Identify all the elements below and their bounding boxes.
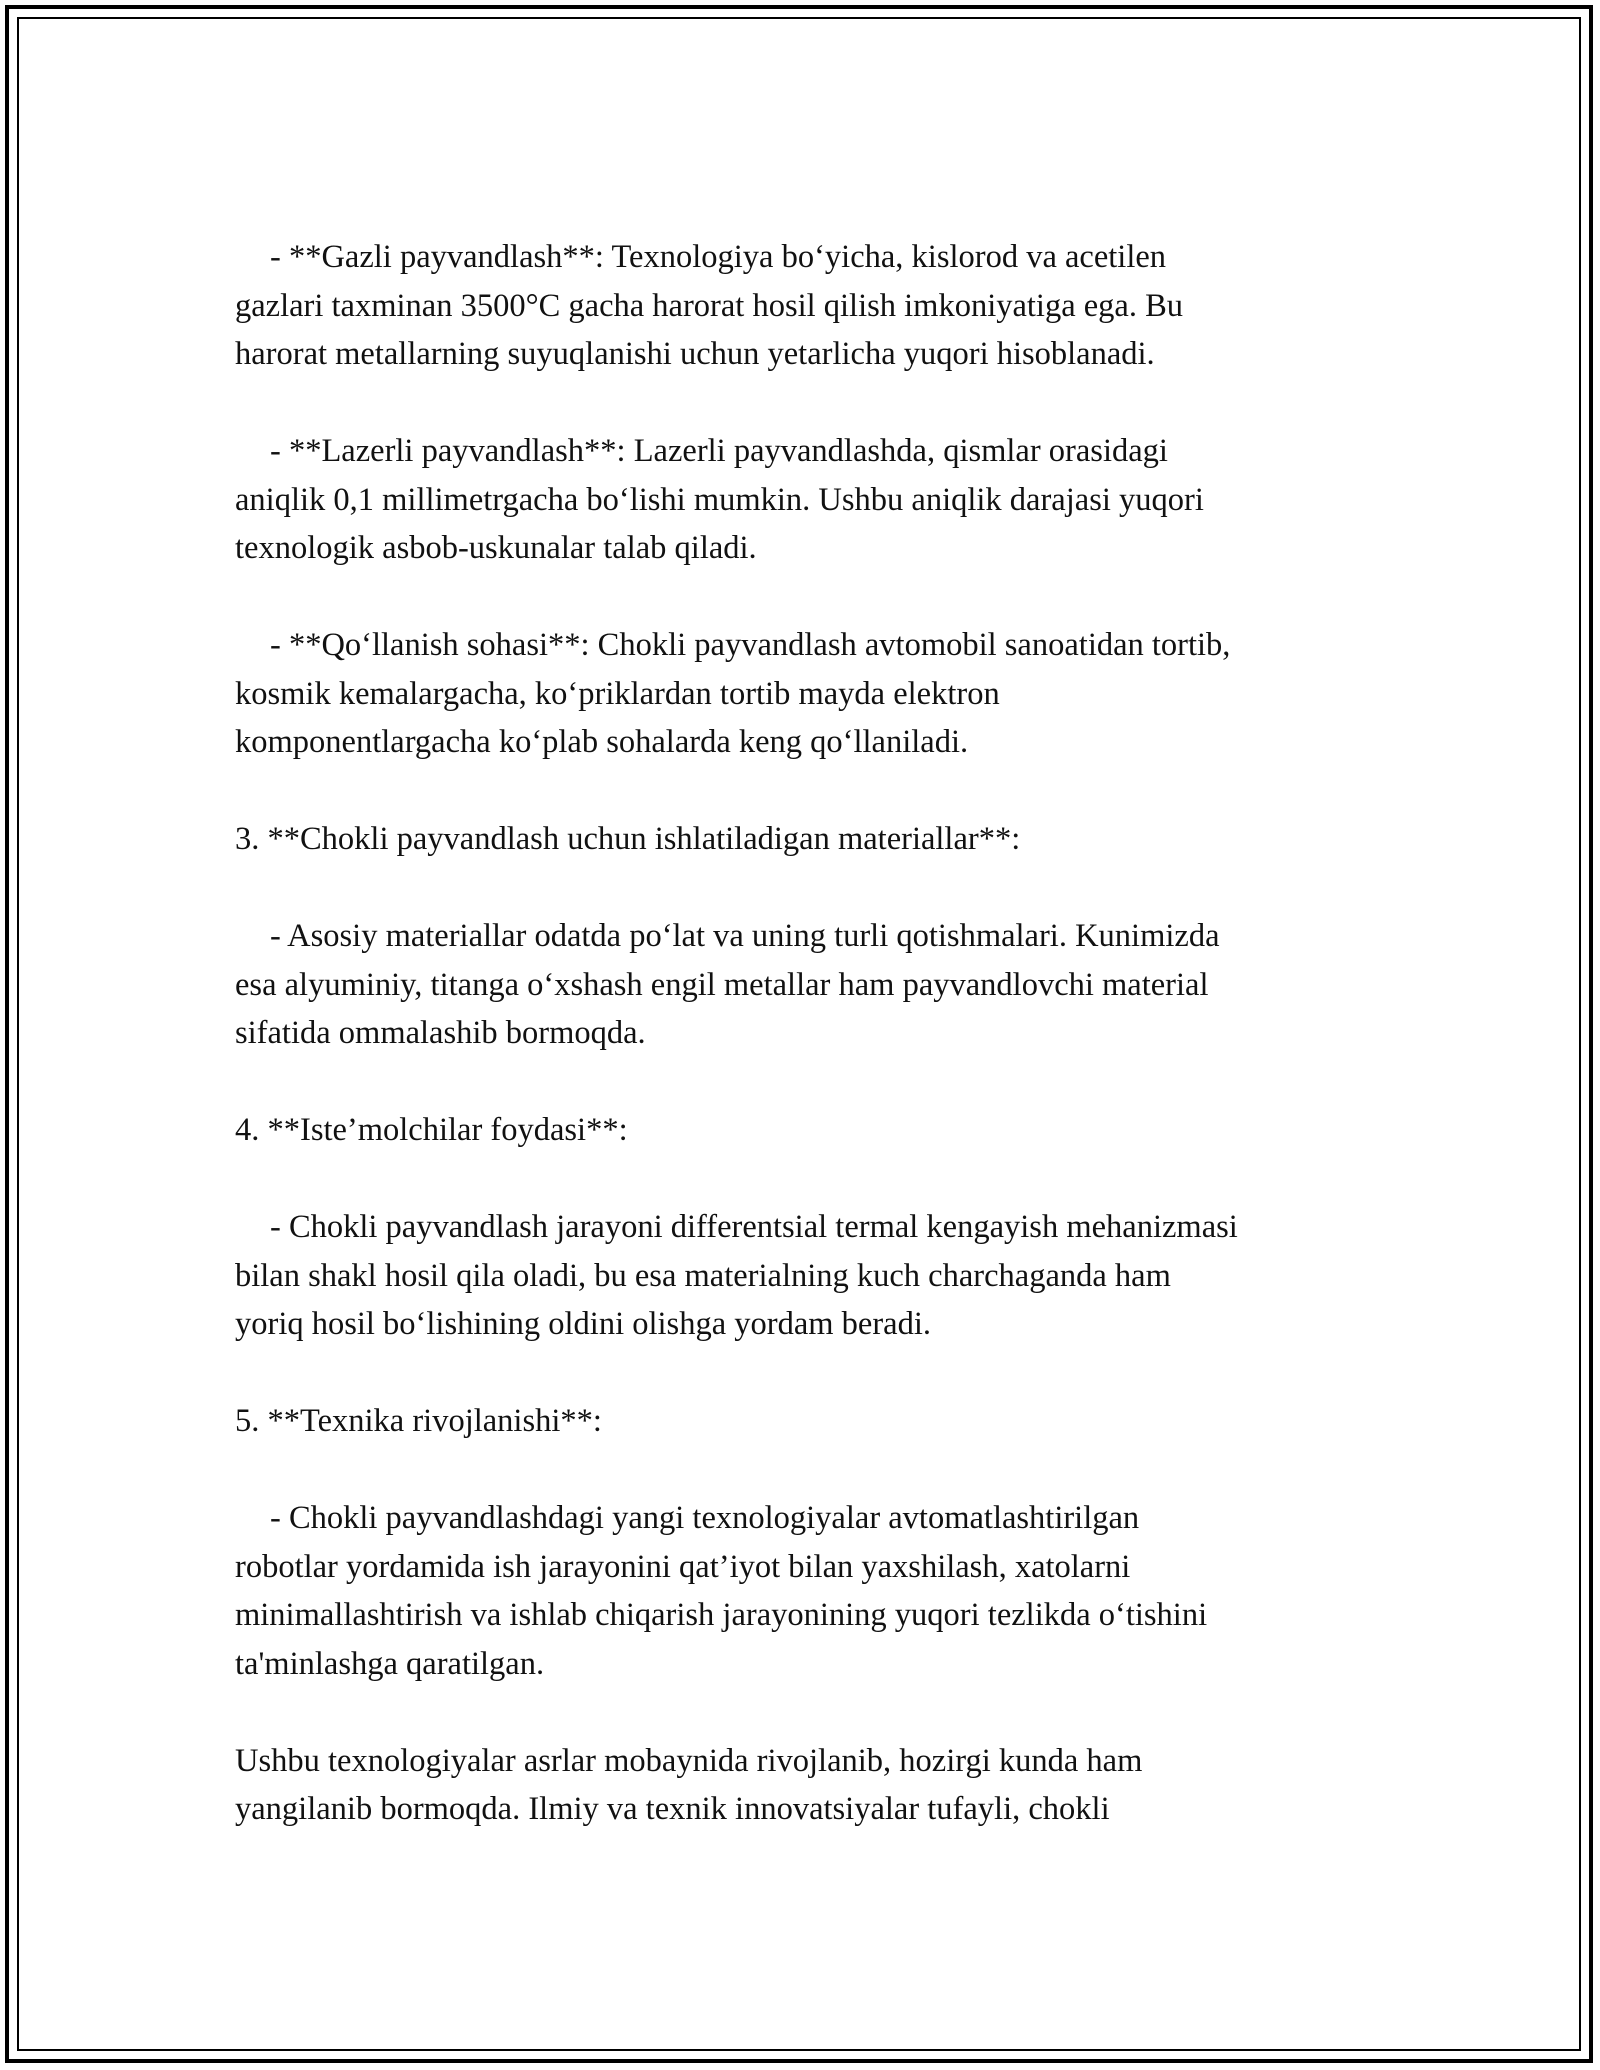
- bullet-paragraph: [235, 427, 1385, 573]
- bullet-paragraph: [235, 912, 1385, 1058]
- text-line: yoriq hosil bo‘lishining oldini olishga yordam beradi.: [235, 1306, 931, 1342]
- text-line: texnologik asbob-uskunalar talab qiladi.: [235, 530, 757, 566]
- text-line: bilan shakl hosil qila oladi, bu esa materialning kuch charchaganda ham: [235, 1257, 1171, 1294]
- text-paragraph: [235, 815, 1385, 864]
- text-line: yangilanib bormoqda. Ilmiy va texnik innovatsiyalar tufayli, chokli: [235, 1791, 1110, 1827]
- text-line: Ushbu texnologiyalar asrlar mobaynida rivojlanib, hozirgi kunda ham: [235, 1742, 1143, 1779]
- text-line: - Chokli payvandlashdagi yangi texnologiyalar avtomatlashtirilgan: [270, 1500, 1140, 1536]
- text-line: - Asosiy materiallar odatda po‘lat va uning turli qotishmalari. Kunimizda: [270, 918, 1220, 954]
- text-line: 4. **Iste’molchilar foydasi**:: [235, 1112, 628, 1148]
- bullet-paragraph: [235, 1494, 1385, 1688]
- text-line: - Chokli payvandlash jarayoni differentsial termal kengayish mehanizmasi: [270, 1209, 1238, 1245]
- document-body: [235, 233, 1385, 1834]
- bullet-paragraph: [235, 233, 1385, 379]
- text-line: robotlar yordamida ish jarayonini qat’iyot bilan yaxshilash, xatolarni: [235, 1548, 1131, 1585]
- text-line: - **Qo‘llanish sohasi**: Chokli payvandlash avtomobil sanoatidan tortib,: [270, 627, 1231, 663]
- text-line: - **Lazerli payvandlash**: Lazerli payvandlashda, qismlar orasidagi: [270, 433, 1168, 469]
- bullet-paragraph: [235, 621, 1385, 767]
- text-line: 5. **Texnika rivojlanishi**:: [235, 1403, 602, 1439]
- text-line: ta'minlashga qaratilgan.: [235, 1645, 545, 1682]
- text-paragraph: [235, 1397, 1385, 1446]
- text-line: minimallashtirish va ishlab chiqarish jarayonining yuqori tezlikda o‘tishini: [235, 1597, 1208, 1633]
- text-line: kosmik kemalargacha, ko‘priklardan tortib mayda elektron: [235, 675, 1000, 712]
- text-paragraph: [235, 1737, 1385, 1834]
- text-line: sifatida ommalashib bormoqda.: [235, 1015, 646, 1051]
- text-paragraph: [235, 1106, 1385, 1155]
- text-line: harorat metallarning suyuqlanishi uchun yetarlicha yuqori hisoblanadi.: [235, 336, 1155, 372]
- text-line: gazlari taxminan 3500°C gacha harorat hosil qilish imkoniyatiga ega. Bu: [235, 287, 1184, 324]
- text-line: 3. **Chokli payvandlash uchun ishlatiladigan materiallar**:: [235, 821, 1021, 857]
- text-line: esa alyuminiy, titanga o‘xshash engil metallar ham payvandlovchi material: [235, 966, 1209, 1003]
- text-line: komponentlargacha ko‘plab sohalarda keng qo‘llaniladi.: [235, 724, 969, 760]
- text-line: - **Gazli payvandlash**: Texnologiya bo‘yicha, kislorod va acetilen: [270, 239, 1167, 275]
- text-line: aniqlik 0,1 millimetrgacha bo‘lishi mumkin. Ushbu aniqlik darajasi yuqori: [235, 481, 1204, 518]
- bullet-paragraph: [235, 1203, 1385, 1349]
